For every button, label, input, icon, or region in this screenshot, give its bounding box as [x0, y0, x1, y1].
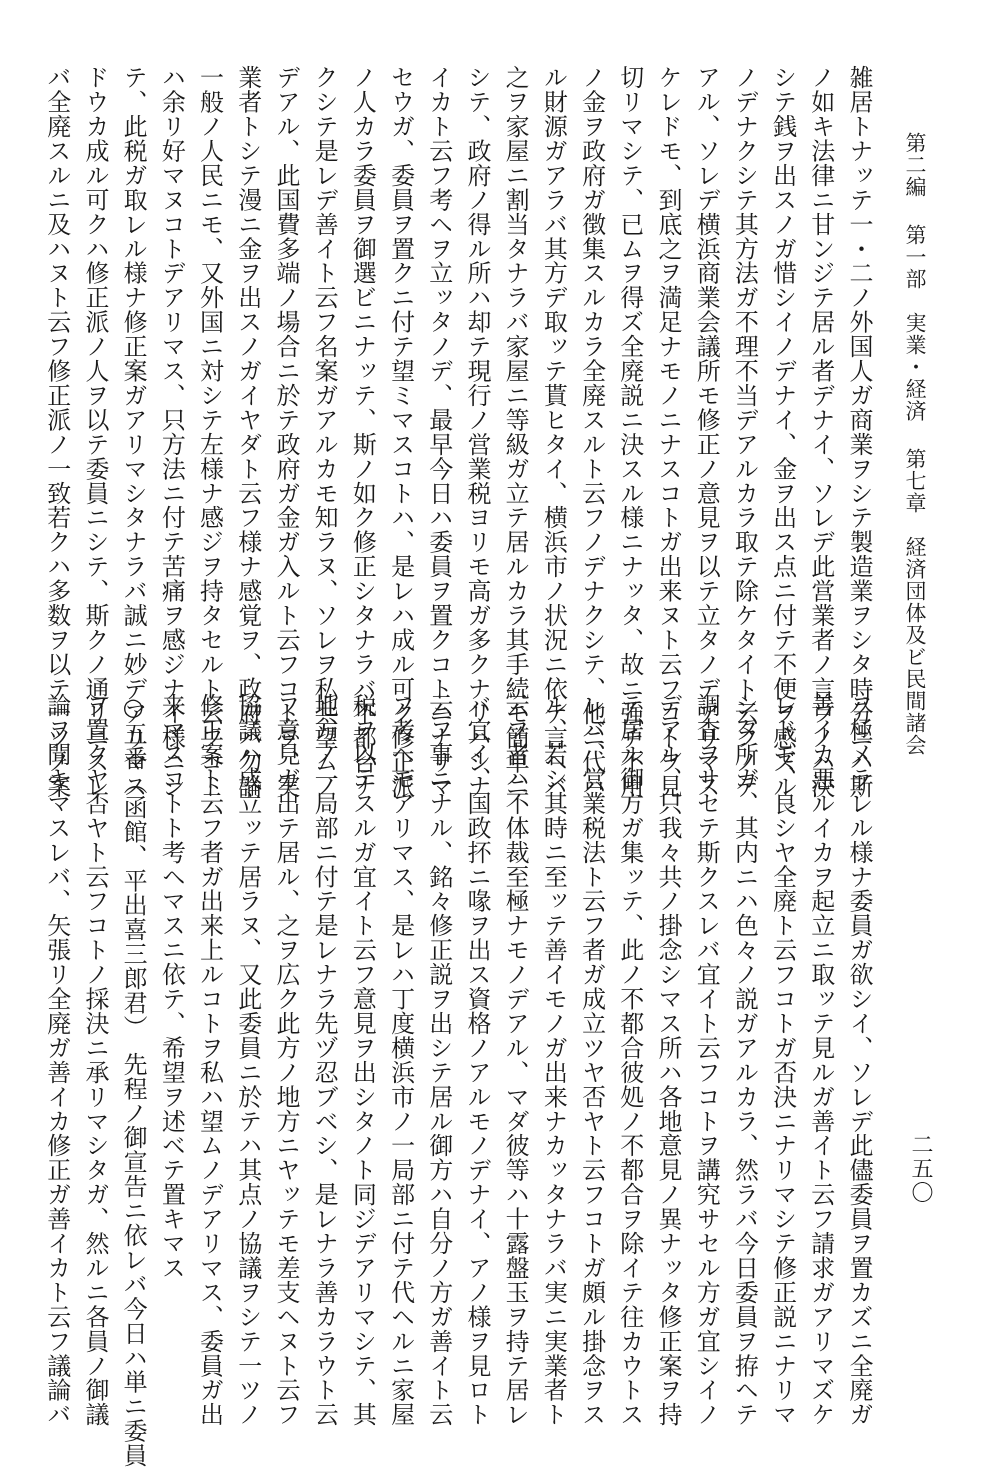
text-line: 云フ事ニナル、銘々修正説ヲ出シテ居ル御方ハ自分ノ方ガ善イト云 — [424, 693, 453, 1427]
text-line: ノ人カラ委員ヲ御選ビニナッテ、斯ノ如ク修正シタナラバ不都合ナ — [348, 65, 377, 799]
header-chapter: 第七章 経済団体及ビ民間諸会 — [903, 448, 927, 756]
text-line: ケレドモ、到底之ヲ満足ナモノニナスコトガ出来ヌト云フコトヲ見 — [653, 65, 682, 799]
text-line: テ、此税ガ取レル様ナ修正案ガアリマシタナラバ誠ニ妙デアリマス — [119, 65, 148, 799]
text-line: シテ銭ヲ出スノガ惜シイノデナイ、金ヲ出ス点ニ付テ不便ヲ感ズル — [768, 65, 797, 799]
text-line: 地方ノ一局部ニ付テ是レナラ先ヅ忍ブベシ、是レナラ善カラウト云 — [310, 693, 339, 1427]
text-line: バ宜イ、国政抔ニ喙ヲ出ス資格ノアルモノデナイ、アノ様ヲ見ロト — [462, 693, 491, 1427]
text-line: ヲ極メラレル様ナ委員ガ欲シイ、ソレデ此儘委員ヲ置カズニ全廃ガ — [845, 693, 873, 1427]
text-line: 善イカ悪ルイカヲ起立ニ取ッテ見ルガ善イト云フ請求ガアリマズケ — [806, 693, 835, 1427]
page-number: 二五〇 — [908, 1133, 933, 1205]
speaker-line: ○五番（函館、平出喜三郎君） 先程ノ御宣告ニ依レバ今日ハ単ニ委員 — [119, 693, 148, 1467]
text-line: テ居ル御方ガ集ッテ、此ノ不都合彼処ノ不都合ヲ除イテ往カウトス — [615, 693, 644, 1427]
text-line: イカト云フ考ヘヲ立ッタノデ、最早今日ハ委員ヲ置クコトニナリマ — [424, 65, 453, 799]
text-line: クシテ是レデ善イト云フ名案ガアルカモ知ラヌ、ソレヲ私共望ムノ — [310, 65, 339, 799]
text-line: ヲ置クヤ否ヤト云フコトノ採決ニ承リマシタガ、然ルニ各員ノ御議 — [80, 693, 109, 1427]
text-line: シテ、政府ノ得ル所ハ却テ現行ノ営業税ヨリモ高ガ多クナリハシナ — [462, 65, 491, 799]
text-line: ドウカ成ル可クハ修正派ノ人ヲ以テ委員ニシテ、斯クノ通リニスレ — [80, 65, 109, 799]
text-line: フ意見ガ出テ居ル、之ヲ広ク此方ノ地方ニヤッテモ差支ヘヌト云フ — [271, 693, 300, 1427]
text-line: 一般ノ人民ニモ、又外国ニ対シテ左様ナ感ジヲ持タセルト云フコト — [195, 65, 224, 799]
text-line: ル、若シ其時ニ至ッテ善イモノガ出来ナカッタナラバ実ニ実業者ト — [539, 693, 568, 1427]
text-line: デアル、此国費多端ノ場合ニ於テ政府ガ金ガ入ルト云フコトヲ、実 — [271, 65, 300, 799]
text-line: アル、ソレデ横浜商業会議所モ修正ノ意見ヲ以テ立タノデアリマス — [692, 65, 721, 799]
text-line: 来マスコトト考ヘマスニ依テ、希望ヲ述ベテ置キマス — [157, 693, 186, 1280]
text-line: 修正案ト云フ者ガ出来上ルコトヲ私ハ望ムノデアリマス、委員ガ出 — [195, 693, 224, 1427]
text-line: 之ヲ家屋ニ割当タナラバ家屋ニ等級ガ立テ居ルカラ其手続モ簡単ニ — [501, 65, 530, 799]
text-line: デアル、只我々共ノ掛念シマス所ハ各地意見ノ異ナッタ修正案ヲ持 — [653, 693, 682, 1427]
lower-text-block — [42, 693, 878, 1467]
text-line: 雑居トナッテ一・二ノ外国人ガ商業ヲシテ製造業ヲシタ時分ニハ斯 — [845, 65, 873, 799]
text-line: バ全廃スルニ及ハヌト云フ修正派ノ一致若クハ多数ヲ以テ一ツノ案 — [42, 65, 71, 799]
text-line: ハ余リ好マヌコトデアリマス、只方法ニ付テ苦痛ヲ感ジナイ様ニシ — [157, 65, 186, 799]
text-line: レバ、営業税法ト云フ者ガ成立ツヤ否ヤト云フコトガ頗ル掛念ヲス — [577, 693, 606, 1427]
header-part: 第二編 — [903, 132, 927, 198]
header-section: 第一部 実業・経済 — [903, 224, 927, 422]
text-line: 云フ者ハ不体裁至極ナモノデアル、マダ彼等ハ十露盤玉ヲ持テ居レ — [501, 693, 530, 1427]
upper-text-block — [42, 65, 878, 799]
text-line: ノデナクシテ其方法ガ不理不当デアルカラ取テ除ケタイト云フノデ — [730, 65, 759, 799]
text-line: 協議ハ成立ッテ居ラヌ、又此委員ニ於テハ其点ノ協議ヲシテ一ツノ — [233, 693, 262, 1427]
text-line: 調査ヲサセテ斯クスレバ宜イト云フコトヲ講究サセル方ガ宜シイノ — [692, 693, 721, 1427]
text-line: レドモ、良シヤ全廃ト云フコトガ否決ニナリマシテ修正説ニナリマ — [768, 693, 797, 1427]
text-line: 切リマシテ、已ムヲ得ズ全廃説ニ決スル様ニナッタ、故ニ強チ不用 — [615, 65, 644, 799]
text-line: 論ヲ聞キマスレバ、矢張リ全廃ガ善イカ修正ガ善イカト云フ議論バ — [42, 693, 71, 1427]
running-header — [900, 132, 930, 756]
text-line: フ考ヘモアリマス、是レハ丁度横浜市ノ一局部ニ付テ代ヘルニ家屋 — [386, 693, 415, 1427]
text-line: シタ所ガ、其内ニハ色々ノ説ガアルカラ、然ラバ今日委員ヲ拵ヘテ — [730, 693, 759, 1427]
text-line: ル財源ガアラバ其方デ取ッテ貰ヒタイ、横浜市ノ状況ニ依テ言ヘバ — [539, 65, 568, 799]
text-line: ノ金ヲ政府ガ徴集スルカラ全廃スルト云フノデナクシテ、他ニ代ハ — [577, 65, 606, 799]
text-line: 税ヲ以テスルガ宜イト云フ意見ヲ出シタノト同ジデアリマシテ、其 — [348, 693, 377, 1427]
text-line: 業者トシテ漫ニ金ヲ出スノガイヤダト云フ様ナ感覚ヲ、政府ハ勿論 — [233, 65, 262, 799]
text-line: ノ如キ法律ニ甘ンジテ居ル者デナイ、ソレデ此営業者ノ言フノハ決 — [806, 65, 835, 799]
text-line: セウガ、委員ヲ置クニ付テ望ミマスコトハ、是レハ成ル可ク修正派 — [386, 65, 415, 799]
